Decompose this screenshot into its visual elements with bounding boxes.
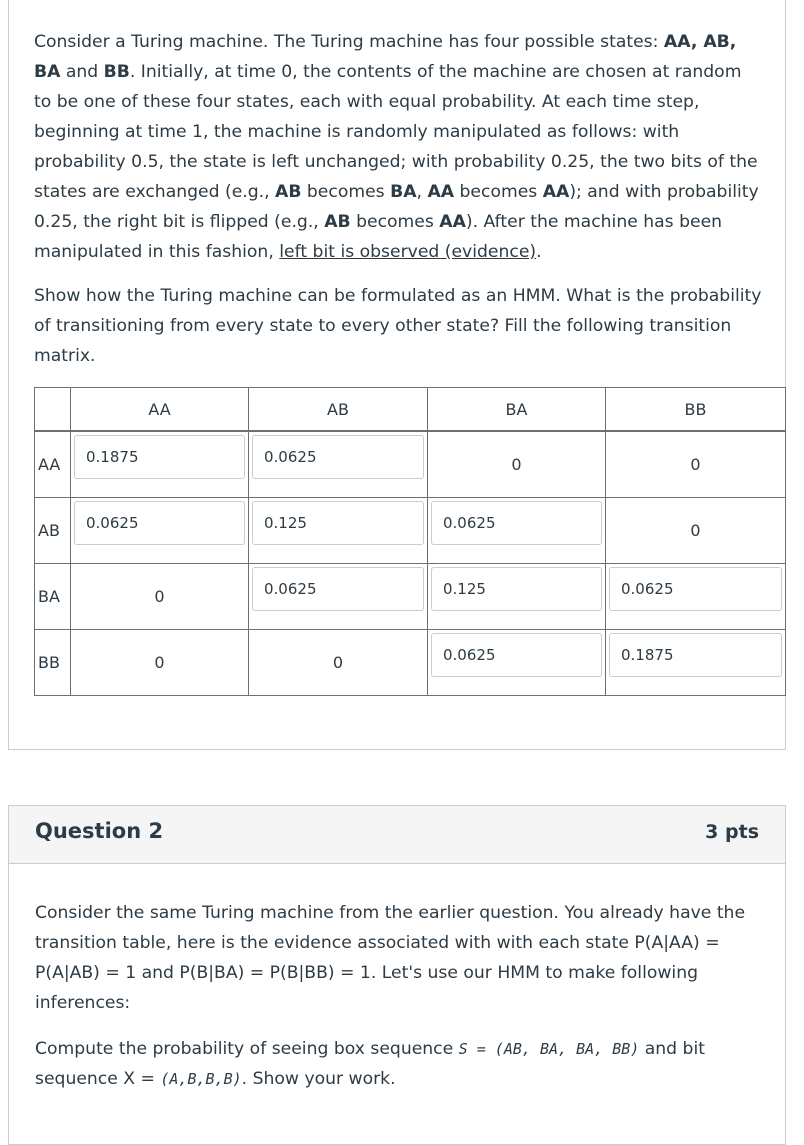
question-2-header [9,806,785,864]
question-1-description: Consider a Turing machine. The Turing machine has four possible states: AA, AB, BA and BB. Initially, at time 0, the contents of the machine are chosen at random to be one of these four states, each with equal probability. At each time step, beginning at time 1, the machine is randomly manipulated as follows: with probability 0.5, the state is left unchanged; with probability 0.25, the two bits of the states are exchanged (e.g., AB becomes BA, AA becomes AA); and with probability 0.25, the right bit is flipped (e.g., AB becomes AA). After the machine has been manipulated in this fashion, left bit is observed (evidence). [34,32,759,262]
matrix-zero-cell: 0 [606,431,786,498]
matrix-zero-cell: 0 [428,431,606,498]
matrix-cell [428,498,606,564]
column-header: AB [249,388,428,432]
transition-matrix-table [34,387,786,696]
bit-sequence: (A,B,B,B) [160,1070,242,1088]
matrix-cell [249,498,428,564]
matrix-cell [249,564,428,630]
column-header: BA [428,388,606,432]
matrix-cell [71,498,249,564]
matrix-zero-cell: 0 [606,498,786,564]
matrix-cell [249,431,428,498]
table-row [35,431,786,498]
evidence-link[interactable]: left bit is observed (evidence) [279,242,537,262]
row-header: BA [35,564,71,630]
table-row [35,498,786,564]
answer-input[interactable]: 0.0625 [431,633,602,677]
question-points: 3 pts [705,821,759,843]
matrix-cell [428,564,606,630]
question-2-description: Consider the same Turing machine from the earlier question. You already have the transition table, here is the evidence associated with with each state P(A|AA) = P(A|AB) = 1 and P(B|BA) = P(B|BB) = 1. Let's use our HMM to make following inferences: [35,903,746,1013]
answer-input[interactable]: 0.125 [431,567,602,611]
answer-input[interactable]: 0.0625 [431,501,602,545]
table-row [35,564,786,630]
answer-input[interactable]: 0.125 [252,501,424,545]
column-header: AA [71,388,249,432]
box-sequence: S = (AB, BA, BA, BB) [458,1040,640,1058]
column-header: BB [606,388,786,432]
answer-input[interactable]: 0.0625 [252,567,424,611]
answer-input[interactable]: 0.0625 [252,435,424,479]
matrix-cell [71,431,249,498]
answer-input[interactable]: 0.0625 [609,567,782,611]
matrix-cell [606,564,786,630]
row-header: BB [35,630,71,696]
question-2-title: Question 2 [35,819,164,843]
question-2-card [8,805,786,1145]
answer-input[interactable]: 0.0625 [74,501,245,545]
matrix-cell [428,630,606,696]
matrix-zero-cell: 0 [71,564,249,630]
table-corner-cell [35,388,71,432]
matrix-zero-cell: 0 [71,630,249,696]
matrix-cell [606,630,786,696]
answer-input[interactable]: 0.1875 [609,633,782,677]
question-1-instructions: Show how the Turing machine can be formulated as an HMM. What is the probability of transitioning from every state to every other state? Fill the following transition matrix. [34,286,762,366]
table-row [35,630,786,696]
matrix-zero-cell: 0 [249,630,428,696]
row-header: AA [35,431,71,498]
row-header: AB [35,498,71,564]
answer-input[interactable]: 0.1875 [74,435,245,479]
question-2-task: Compute the probability of seeing box sequence S = (AB, BA, BA, BB) and bit sequence X = (A,B,B,B). Show your work. [35,1039,705,1089]
